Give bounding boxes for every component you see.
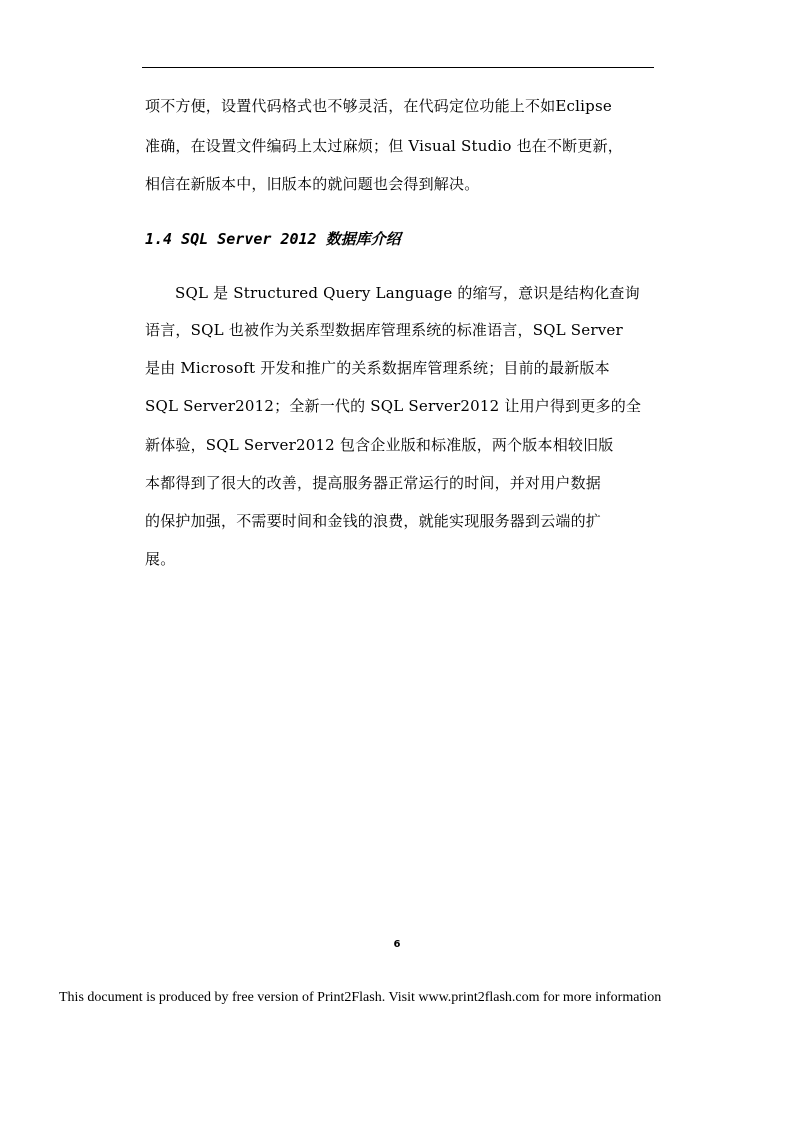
body-text-line: SQL 是 Structured Query Language 的缩写，意识是结构化查询 <box>175 284 640 302</box>
page-number: 6 <box>393 939 401 950</box>
body-text-line: 是由 Microsoft 开发和推广的关系数据库管理系统；目前的最新版本 <box>145 359 610 377</box>
body-text-line: SQL Server2012；全新一代的 SQL Server2012 让用户得到更多的全 <box>145 397 642 415</box>
body-text-line: 相信在新版本中，旧版本的就问题也会得到解决。 <box>145 175 480 193</box>
body-text-line: 语言，SQL 也被作为关系型数据库管理系统的标准语言，SQL Server <box>145 321 623 339</box>
section-heading: 1.4 SQL Server 2012 数据库介绍 <box>145 230 401 248</box>
body-text-line: 展。 <box>145 550 176 568</box>
body-text-line: 的保护加强，不需要时间和金钱的浪费，就能实现服务器到云端的扩 <box>145 512 602 530</box>
footer-notice: This document is produced by free version of Print2Flash. Visit www.print2flash.com for more information <box>59 990 662 1005</box>
body-text-line: 新体验，SQL Server2012 包含企业版和标准版，两个版本相较旧版 <box>145 436 614 454</box>
body-text-line: 项不方便，设置代码格式也不够灵活，在代码定位功能上不如Eclipse <box>145 97 612 115</box>
header-rule <box>142 67 654 68</box>
body-text-line: 本都得到了很大的改善，提高服务器正常运行的时间，并对用户数据 <box>145 474 602 492</box>
body-text-line: 准确，在设置文件编码上太过麻烦；但 Visual Studio 也在不断更新， <box>145 137 623 155</box>
